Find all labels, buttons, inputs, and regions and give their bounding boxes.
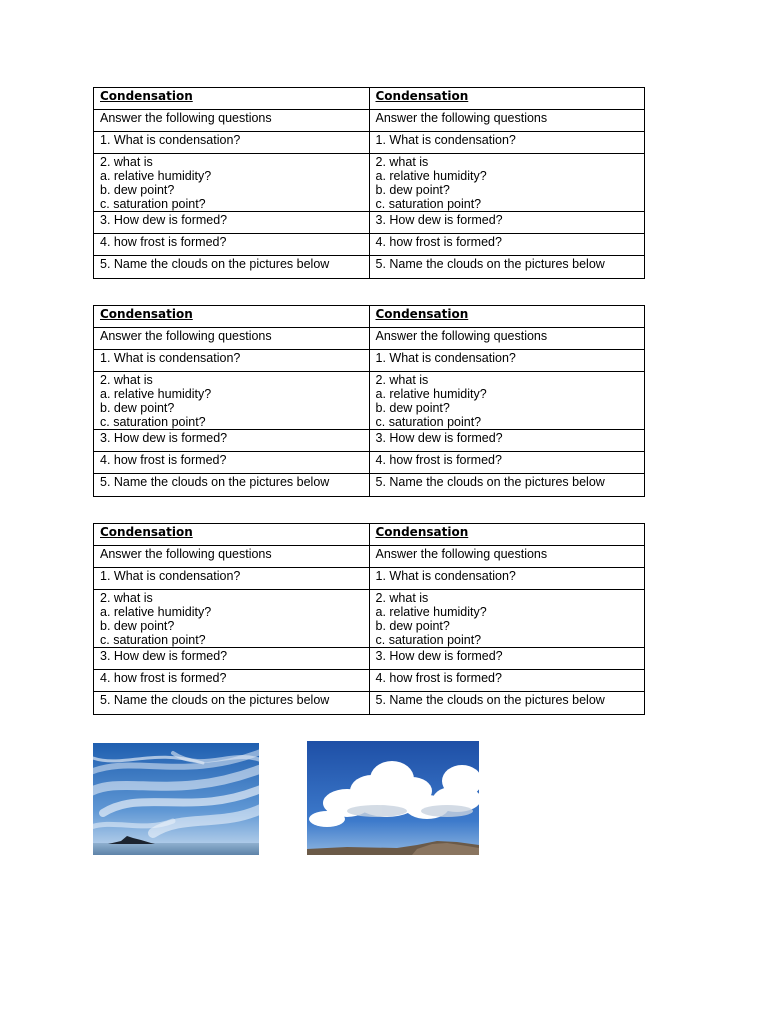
question-2-a: a. relative humidity? xyxy=(100,387,212,401)
question-2 xyxy=(94,590,370,648)
question-2-a: a. relative humidity? xyxy=(100,605,212,619)
question-4: 4. how frost is formed? xyxy=(369,670,645,692)
question-table-1 xyxy=(93,87,645,279)
question-2-c: c. saturation point? xyxy=(375,415,482,429)
question-4: 4. how frost is formed? xyxy=(94,234,370,256)
question-3: 3. How dew is formed? xyxy=(94,648,370,670)
table-title: Condensation xyxy=(94,306,370,328)
instruction-text: Answer the following questions xyxy=(369,110,645,132)
table-title: Condensation xyxy=(369,524,645,546)
question-3: 3. How dew is formed? xyxy=(369,430,645,452)
question-3: 3. How dew is formed? xyxy=(369,648,645,670)
question-2-c: c. saturation point? xyxy=(100,415,206,429)
cirrus-clouds-photo xyxy=(93,743,259,855)
instruction-text: Answer the following questions xyxy=(94,110,370,132)
question-2 xyxy=(94,154,370,212)
question-2 xyxy=(369,372,645,430)
table-title: Condensation xyxy=(369,306,645,328)
question-2-b: b. dew point? xyxy=(375,619,450,633)
question-table-2 xyxy=(93,305,645,497)
question-2-b: b. dew point? xyxy=(375,183,450,197)
question-2-head: 2. what is xyxy=(375,155,429,169)
question-2-b: b. dew point? xyxy=(375,401,450,415)
question-2-head: 2. what is xyxy=(100,373,153,387)
question-2-b: b. dew point? xyxy=(100,183,175,197)
table-title: Condensation xyxy=(369,88,645,110)
question-1: 1. What is condensation? xyxy=(94,132,370,154)
question-1: 1. What is condensation? xyxy=(369,132,645,154)
question-2-b: b. dew point? xyxy=(100,619,175,633)
question-table-3 xyxy=(93,523,645,715)
question-1: 1. What is condensation? xyxy=(94,568,370,590)
question-5: 5. Name the clouds on the pictures below xyxy=(369,256,645,279)
table-title: Condensation xyxy=(94,88,370,110)
question-2-b: b. dew point? xyxy=(100,401,175,415)
question-2-c: c. saturation point? xyxy=(375,197,482,211)
question-5: 5. Name the clouds on the pictures below xyxy=(369,474,645,497)
question-5: 5. Name the clouds on the pictures below xyxy=(369,692,645,715)
table-title: Condensation xyxy=(94,524,370,546)
question-2-c: c. saturation point? xyxy=(100,197,206,211)
instruction-text: Answer the following questions xyxy=(94,328,370,350)
question-2-a: a. relative humidity? xyxy=(375,169,487,183)
question-2-c: c. saturation point? xyxy=(375,633,482,647)
question-4: 4. how frost is formed? xyxy=(94,452,370,474)
instruction-text: Answer the following questions xyxy=(94,546,370,568)
question-2-c: c. saturation point? xyxy=(100,633,206,647)
question-2-a: a. relative humidity? xyxy=(100,169,212,183)
question-4: 4. how frost is formed? xyxy=(369,234,645,256)
question-3: 3. How dew is formed? xyxy=(94,430,370,452)
question-5: 5. Name the clouds on the pictures below xyxy=(94,474,370,497)
question-2-a: a. relative humidity? xyxy=(375,387,487,401)
question-1: 1. What is condensation? xyxy=(94,350,370,372)
question-2 xyxy=(369,590,645,648)
question-3: 3. How dew is formed? xyxy=(369,212,645,234)
cumulus-clouds-photo xyxy=(307,741,479,855)
question-2 xyxy=(94,372,370,430)
question-4: 4. how frost is formed? xyxy=(369,452,645,474)
question-5: 5. Name the clouds on the pictures below xyxy=(94,256,370,279)
question-2-head: 2. what is xyxy=(375,591,429,605)
question-2-head: 2. what is xyxy=(375,373,429,387)
question-2-a: a. relative humidity? xyxy=(375,605,487,619)
question-2-head: 2. what is xyxy=(100,591,153,605)
question-2 xyxy=(369,154,645,212)
instruction-text: Answer the following questions xyxy=(369,546,645,568)
question-4: 4. how frost is formed? xyxy=(94,670,370,692)
instruction-text: Answer the following questions xyxy=(369,328,645,350)
question-1: 1. What is condensation? xyxy=(369,568,645,590)
question-5: 5. Name the clouds on the pictures below xyxy=(94,692,370,715)
question-3: 3. How dew is formed? xyxy=(94,212,370,234)
question-1: 1. What is condensation? xyxy=(369,350,645,372)
question-2-head: 2. what is xyxy=(100,155,153,169)
